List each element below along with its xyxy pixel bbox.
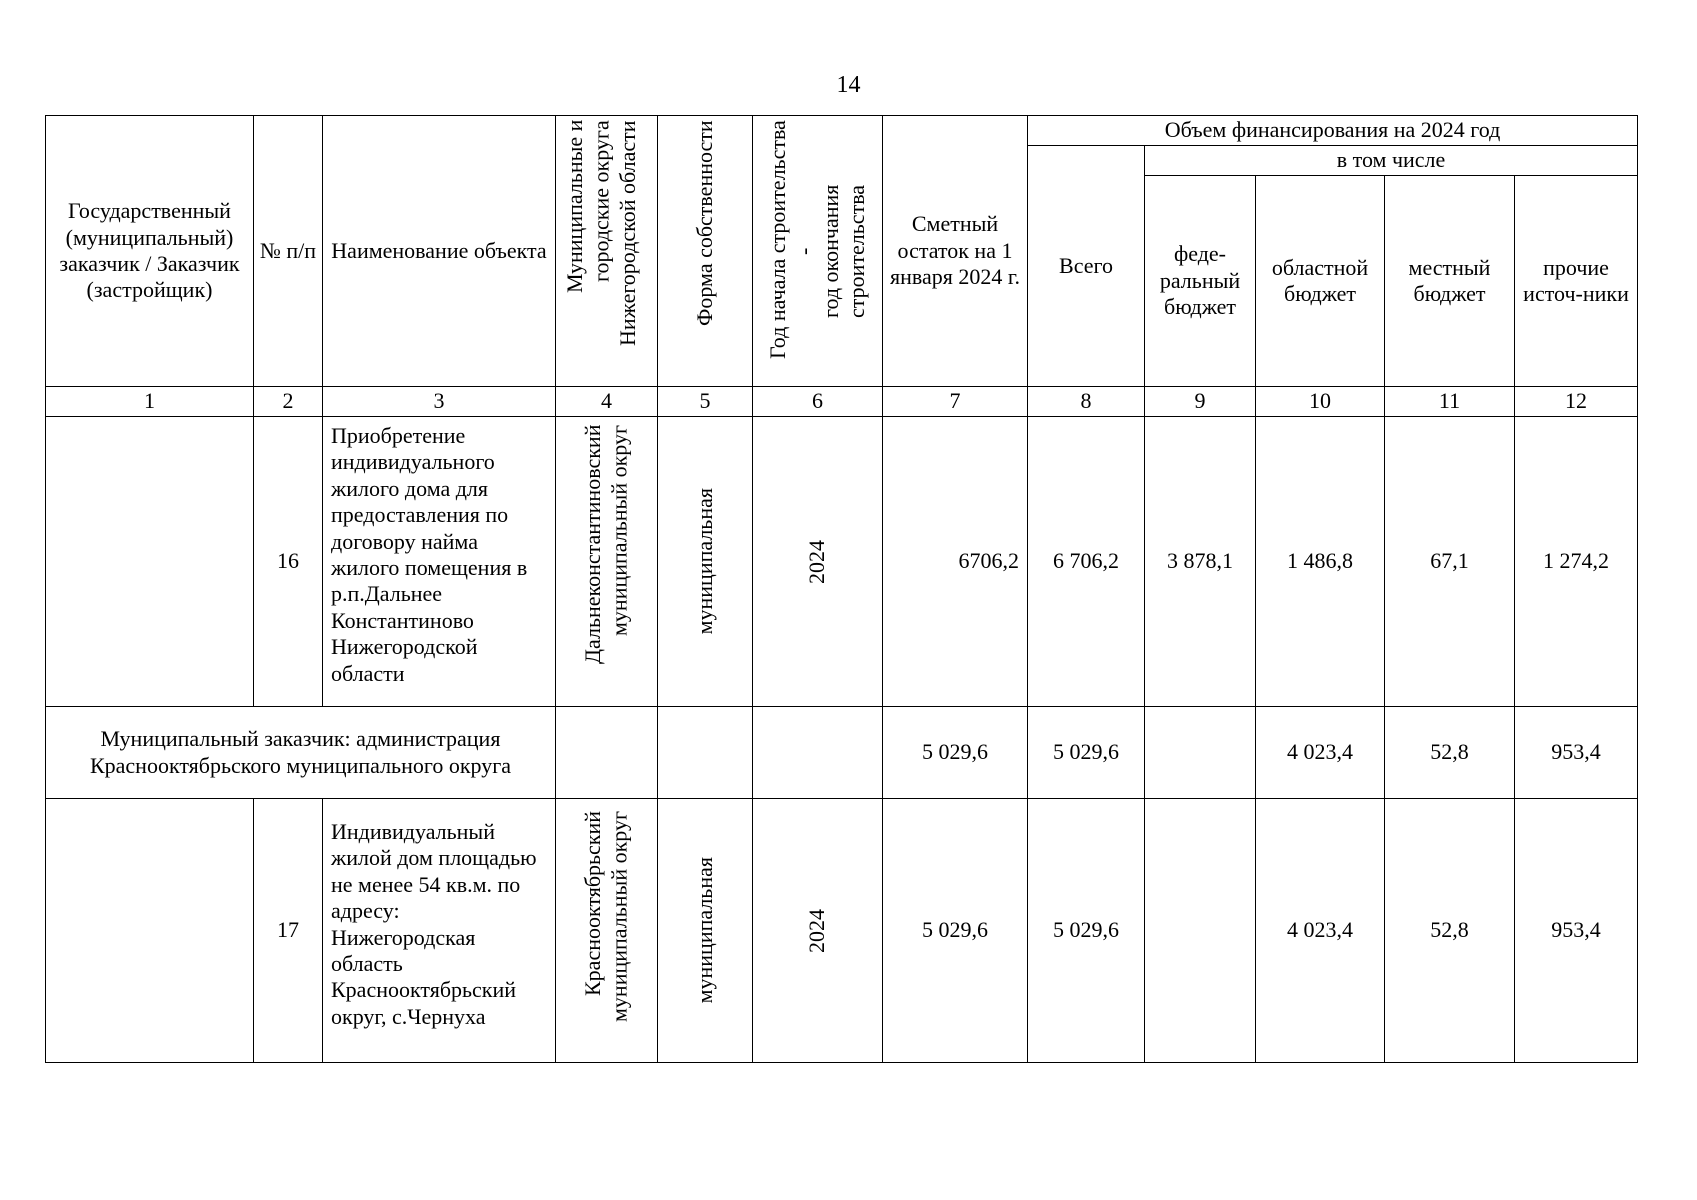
header-funding: Объем финансирования на 2024 год bbox=[1028, 116, 1638, 146]
column-number-row bbox=[46, 387, 1638, 417]
row-federal bbox=[1145, 799, 1256, 1063]
row-object-name: Приобретение индивидуального жилого дома для предоставления по договору найма жилого помещения в р.п.Дальнее Константиново Нижегородской области bbox=[323, 417, 556, 707]
column-number: 7 bbox=[883, 387, 1028, 417]
header-object-name: Наименование объекта bbox=[323, 116, 556, 387]
row-regional: 4 023,4 bbox=[1256, 799, 1385, 1063]
row-balance: 6706,2 bbox=[883, 417, 1028, 707]
column-number: 3 bbox=[323, 387, 556, 417]
row-federal bbox=[1145, 707, 1256, 799]
row-local: 67,1 bbox=[1385, 417, 1515, 707]
row-ownership bbox=[658, 799, 753, 1063]
row-district-line2: муниципальный округ bbox=[606, 424, 632, 636]
row-local: 52,8 bbox=[1385, 799, 1515, 1063]
row-balance: 5 029,6 bbox=[883, 707, 1028, 799]
header-customer: Государственный (муниципальный) заказчик / Заказчик (застройщик) bbox=[46, 116, 254, 387]
header-balance: Сметный остаток на 1 января 2024 г. bbox=[883, 116, 1028, 387]
row-customer bbox=[46, 417, 254, 707]
row-balance: 5 029,6 bbox=[883, 799, 1028, 1063]
header-years bbox=[753, 116, 883, 387]
row-year bbox=[753, 707, 883, 799]
header-years-line2: - bbox=[791, 247, 817, 255]
financing-table bbox=[45, 115, 1638, 1063]
row-customer bbox=[46, 799, 254, 1063]
row-district-text bbox=[580, 811, 633, 1051]
column-number: 8 bbox=[1028, 387, 1145, 417]
row-district bbox=[556, 417, 658, 707]
table-row bbox=[46, 799, 1638, 1063]
row-total: 5 029,6 bbox=[1028, 707, 1145, 799]
row-regional: 1 486,8 bbox=[1256, 417, 1385, 707]
row-year bbox=[753, 417, 883, 707]
column-number: 10 bbox=[1256, 387, 1385, 417]
header-other: прочие источ-ники bbox=[1515, 176, 1638, 387]
row-district-line1: Краснооктябрьский bbox=[580, 810, 606, 996]
row-district bbox=[556, 707, 658, 799]
header-regional: областной бюджет bbox=[1256, 176, 1385, 387]
column-number: 4 bbox=[556, 387, 658, 417]
row-regional: 4 023,4 bbox=[1256, 707, 1385, 799]
header-years-line3: год окончания bbox=[817, 184, 843, 318]
header-years-line4: строительства bbox=[843, 184, 869, 318]
row-ownership-text: муниципальная bbox=[691, 857, 717, 1004]
row-year bbox=[753, 799, 883, 1063]
row-district-line1: Дальнеконстантиновский bbox=[580, 424, 606, 664]
header-federal: феде-ральный бюджет bbox=[1145, 176, 1256, 387]
row-customer-name: Муниципальный заказчик: администрация Краснооктябрьского муниципального округа bbox=[46, 707, 556, 799]
customer-row bbox=[46, 707, 1638, 799]
row-district bbox=[556, 799, 658, 1063]
row-total: 6 706,2 bbox=[1028, 417, 1145, 707]
row-ownership bbox=[658, 707, 753, 799]
row-other: 1 274,2 bbox=[1515, 417, 1638, 707]
row-year-text: 2024 bbox=[804, 539, 830, 584]
page-number: 14 bbox=[836, 72, 861, 98]
header-local: местный бюджет bbox=[1385, 176, 1515, 387]
header-row-1 bbox=[46, 116, 1638, 146]
column-number: 9 bbox=[1145, 387, 1256, 417]
row-ownership bbox=[658, 417, 753, 707]
row-object-name: Индивидуальный жилой дом площадью не менее 54 кв.м. по адресу: Нижегородская область Краснооктябрьский округ, с.Чернуха bbox=[323, 799, 556, 1063]
row-num: 17 bbox=[254, 799, 323, 1063]
column-number: 2 bbox=[254, 387, 323, 417]
column-number: 12 bbox=[1515, 387, 1638, 417]
column-number: 5 bbox=[658, 387, 753, 417]
row-district-text bbox=[580, 425, 633, 699]
table-row bbox=[46, 417, 1638, 707]
column-number: 1 bbox=[46, 387, 254, 417]
row-other: 953,4 bbox=[1515, 799, 1638, 1063]
row-num: 16 bbox=[254, 417, 323, 707]
row-other: 953,4 bbox=[1515, 707, 1638, 799]
header-years-line1: Год начала строительства bbox=[764, 120, 790, 359]
column-number: 11 bbox=[1385, 387, 1515, 417]
header-ownership bbox=[658, 116, 753, 387]
row-total: 5 029,6 bbox=[1028, 799, 1145, 1063]
header-districts-text: Муниципальные и городские округа Нижегородской области bbox=[561, 120, 640, 346]
header-total: Всего bbox=[1028, 146, 1145, 387]
row-federal: 3 878,1 bbox=[1145, 417, 1256, 707]
header-num: № п/п bbox=[254, 116, 323, 387]
header-ownership-text: Форма собственности bbox=[691, 120, 717, 326]
header-years-text bbox=[765, 120, 871, 382]
column-number: 6 bbox=[753, 387, 883, 417]
row-year-text: 2024 bbox=[804, 908, 830, 953]
row-local: 52,8 bbox=[1385, 707, 1515, 799]
row-ownership-text: муниципальная bbox=[691, 488, 717, 635]
header-including: в том числе bbox=[1145, 146, 1638, 176]
row-district-line2: муниципальный округ bbox=[606, 810, 632, 1022]
header-districts bbox=[556, 116, 658, 387]
